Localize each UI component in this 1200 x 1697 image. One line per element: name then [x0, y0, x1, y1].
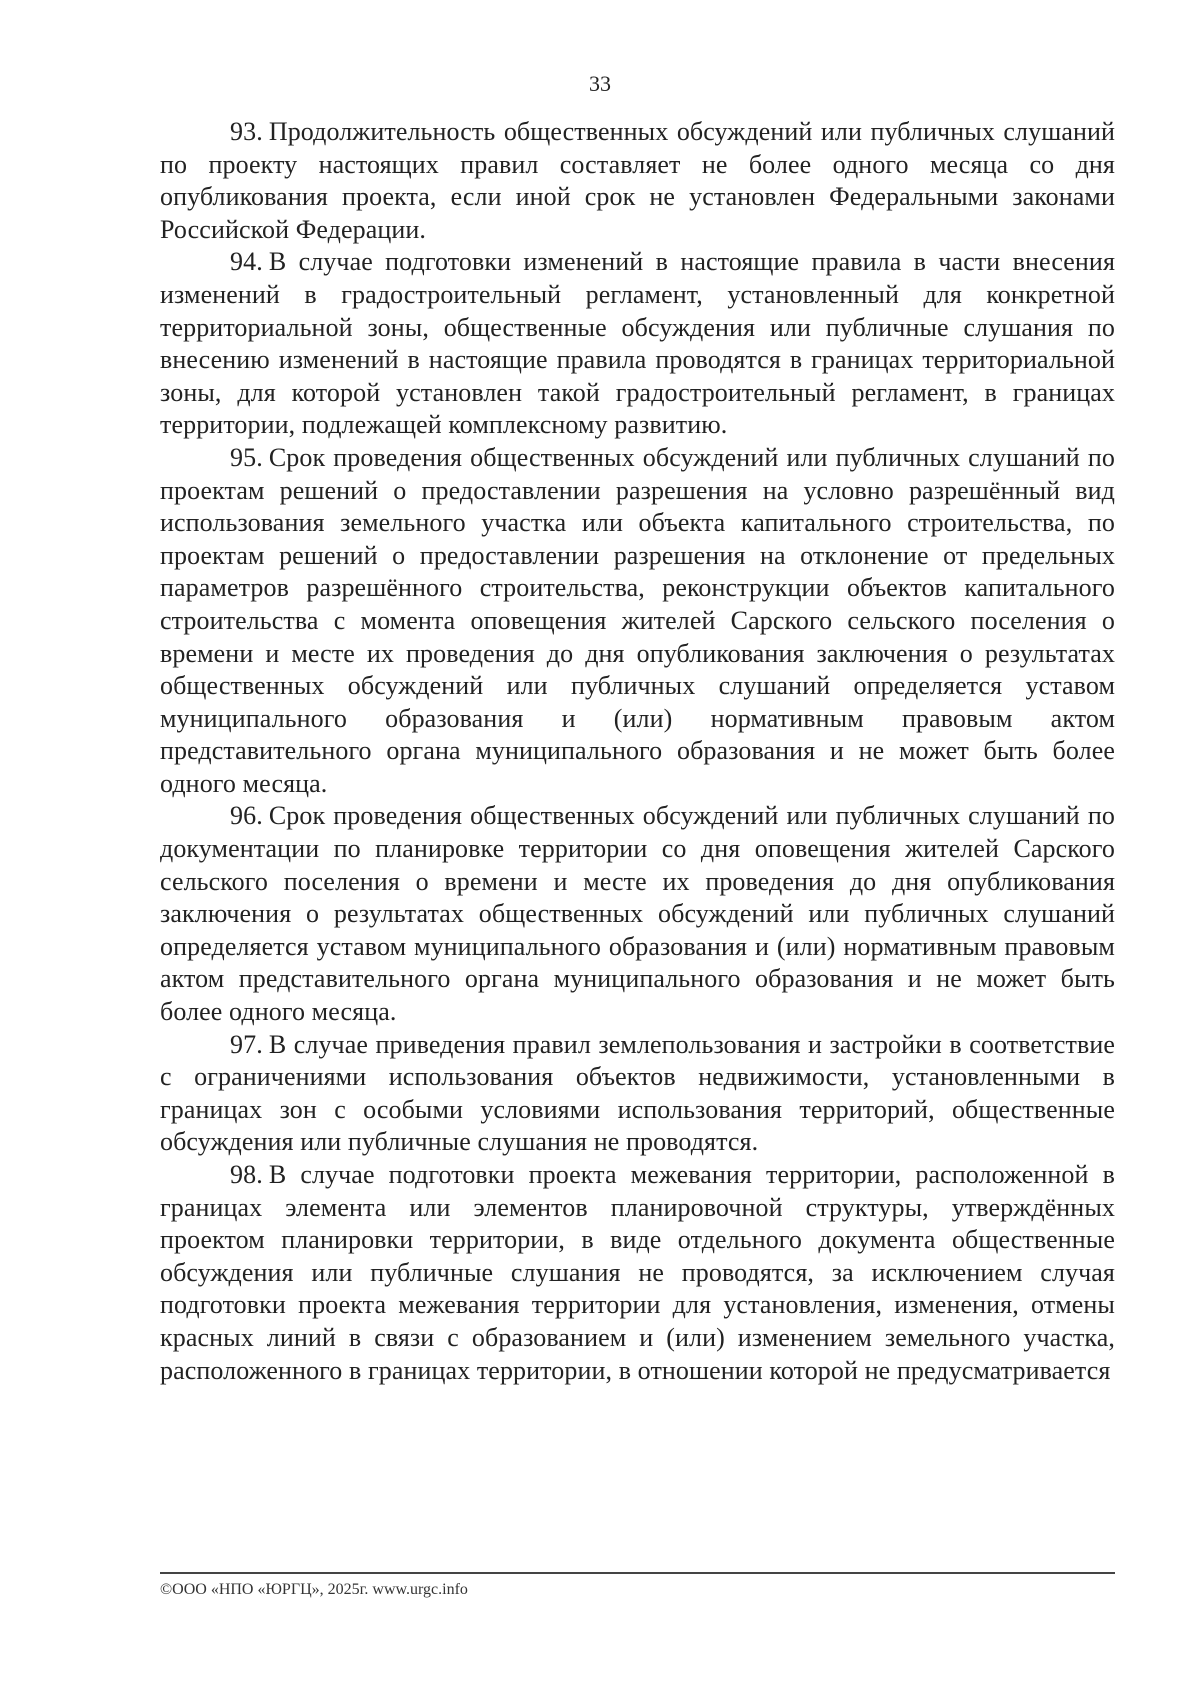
paragraph-text: В случае подготовки изменений в настоящие правила в части внесения изменений в градостроительный регламент, установленный для конкретной территориальной зоны, общественные обсуждения или публичные слушания по внесению изменений в настоящие правила проводятся в границах территориальной зоны, для которой установлен такой градостроительный регламент, в границах территории, подлежащей комплексному развитию.	[160, 247, 1115, 440]
paragraph-text: В случае подготовки проекта межевания территории, расположенной в границах элемента или элементов планировочной структуры, утверждённых проектом планировки территории, в виде отдельного документа общественные обсуждения или публичные слушания не проводятся, за исключением случая подготовки проекта межевания территории для установления, изменения, отмены красных линий в связи с образованием и (или) изменением земельного участка, расположенного в границах территории, в отношении которой не предусматривается	[160, 1160, 1115, 1385]
paragraph-number: 93.	[230, 117, 263, 146]
paragraph-number: 98.	[230, 1160, 263, 1189]
paragraph-number: 95.	[230, 442, 263, 472]
page-number: 33	[589, 71, 611, 96]
paragraph-94	[160, 246, 1115, 442]
paragraph-text: Срок проведения общественных обсуждений или публичных слушаний по документации по планировке территории со дня оповещения жителей Сарского сельского поселения о времени и месте их проведения до дня опубликования заключения о результатах общественных обсуждений или публичных слушаний определяется уставом муниципального образования и (или) нормативным правовым актом представительного органа муниципального образования и не может быть более одного месяца.	[160, 801, 1115, 1027]
paragraph-text: В случае приведения правил землепользования и застройки в соответствие с ограничениями использования объектов недвижимости, установленными в границах зон с особыми условиями использования территорий, общественные обсуждения или публичные слушания не проводятся.	[160, 1029, 1115, 1157]
paragraph-98	[160, 1159, 1115, 1387]
paragraph-96	[160, 800, 1115, 1028]
footer-copyright: ©ООО «НПО «ЮРГЦ», 2025г. www.urgc.info	[160, 1581, 468, 1598]
document-body	[160, 116, 1115, 1387]
paragraph-93	[160, 116, 1115, 246]
paragraph-97	[160, 1029, 1115, 1159]
paragraph-95	[160, 442, 1115, 801]
paragraph-text: Срок проведения общественных обсуждений или публичных слушаний по проектам решений о предоставлении разрешения на условно разрешённый вид использования земельного участка или объекта капитального строительства, по проектам решений о предоставлении разрешения на отклонение от предельных параметров разрешённого строительства, реконструкции объектов капитального строительства с момента оповещения жителей Сарского сельского поселения о времени и месте их проведения до дня опубликования заключения о результатах общественных обсуждений или публичных слушаний определяется уставом муниципального образования и (или) нормативным правовым актом представительного органа муниципального образования и не может быть более одного месяца.	[160, 442, 1115, 798]
paragraph-text: Продолжительность общественных обсуждений или публичных слушаний по проекту настоящих правил составляет не более одного месяца со дня опубликования проекта, если иной срок не установлен Федеральными законами Российской Федерации.	[160, 117, 1115, 244]
paragraph-number: 94.	[230, 247, 263, 277]
paragraph-number: 96.	[230, 801, 263, 831]
paragraph-number: 97.	[230, 1029, 263, 1059]
footer-divider	[160, 1572, 1115, 1574]
